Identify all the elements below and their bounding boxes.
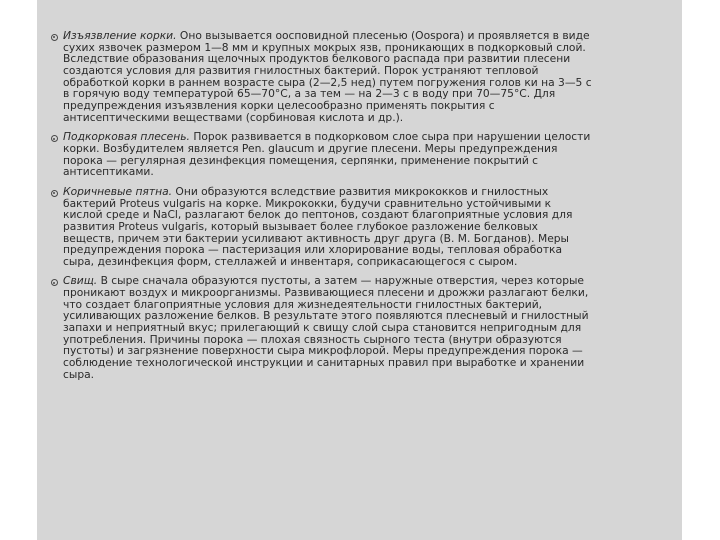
list-item-subcrust-mold <box>52 131 592 178</box>
item-term: Изъязвление корки. <box>63 29 177 42</box>
circle-bullet-icon <box>51 34 58 41</box>
list-item-crust-ulceration <box>52 30 592 123</box>
item-term: Свищ. <box>63 274 98 288</box>
item-text: Они образуются вследствие развития микрококков и гнилостных бактерий Proteus vulgaris на корке. Микрококки, будучи сравнительно устойчивыми к кислой среде и NaCl, разлагают белок до пептонов, создают благоприятные условия для развития Proteus vulgaris, который вызывает более глубокое разложение белковых веществ, причем эти бактерии усиливают активность друг друга (В. М. Богданов). Меры предупреждения порока — пастеризация или хлорирование воды, тепловая обработка сыра, дезинфекция форм, стеллажей и инвентаря, соприкасающегося с сыром. <box>63 184 573 268</box>
item-term: Коричневые пятна. <box>63 184 173 198</box>
item-text: Порок развивается в подкорковом слое сыра при нарушении целости корки. Возбудителем является Pen. glaucum и другие плесени. Меры предупреждения порока — регулярная дезинфекция помещения, серпянки, применение покрытий с антисептиками. <box>63 130 591 179</box>
list-item-brown-spots <box>52 186 592 268</box>
item-text: В сыре сначала образуются пустоты, а затем — наружные отверстия, через которые проникают воздух и микроорганизмы. Развивающиеся плесени и дрожжи разлагают белки, что создает благоприятные условия для жизнедеятельности гнилостных бактерий, усиливающих разложение белков. В результате этого появляются плесневый и гнилостный запахи и неприятный вкус; прилегающий к свищу слой сыра становится непригодным для употребления. Причины порока — плохая связность сырного теста (внутри образуются пустоты) и загрязнение поверхности сыра микрофлорой. Меры предупреждения порока — соблюдение технологической инструкции и санитарных правил при выработке и хранении сыра. <box>63 274 589 381</box>
list-item-fistula <box>52 275 592 380</box>
circle-bullet-icon <box>51 135 58 142</box>
defect-list <box>52 30 592 388</box>
item-term: Подкорковая плесень. <box>63 130 190 144</box>
item-text: Оно вызывается оосповидной плесенью (Oospora) и проявляется в виде сухих язвочек размером 1—8 мм и крупных мокрых язв, проникающих в подкорковый слой. Вследствие образования щелочных продуктов белкового распада при развитии плесени создаются условия для развития гнилостных бактерий. Порок устраняют тепловой обработкой корки в раннем возрасте сыра (2—2,5 нед) путем погружения голов ки на 3—5 с в горячую воду температурой 65—70°С, а за тем — на 2—3 с в воду при 70—75°С. Для предупреждения изъязвления корки целесообразно применять покрытия с антисептическими веществами (сорбиновая кислота и др.). <box>63 29 592 124</box>
circle-bullet-icon <box>51 279 58 286</box>
circle-bullet-icon <box>51 190 58 197</box>
